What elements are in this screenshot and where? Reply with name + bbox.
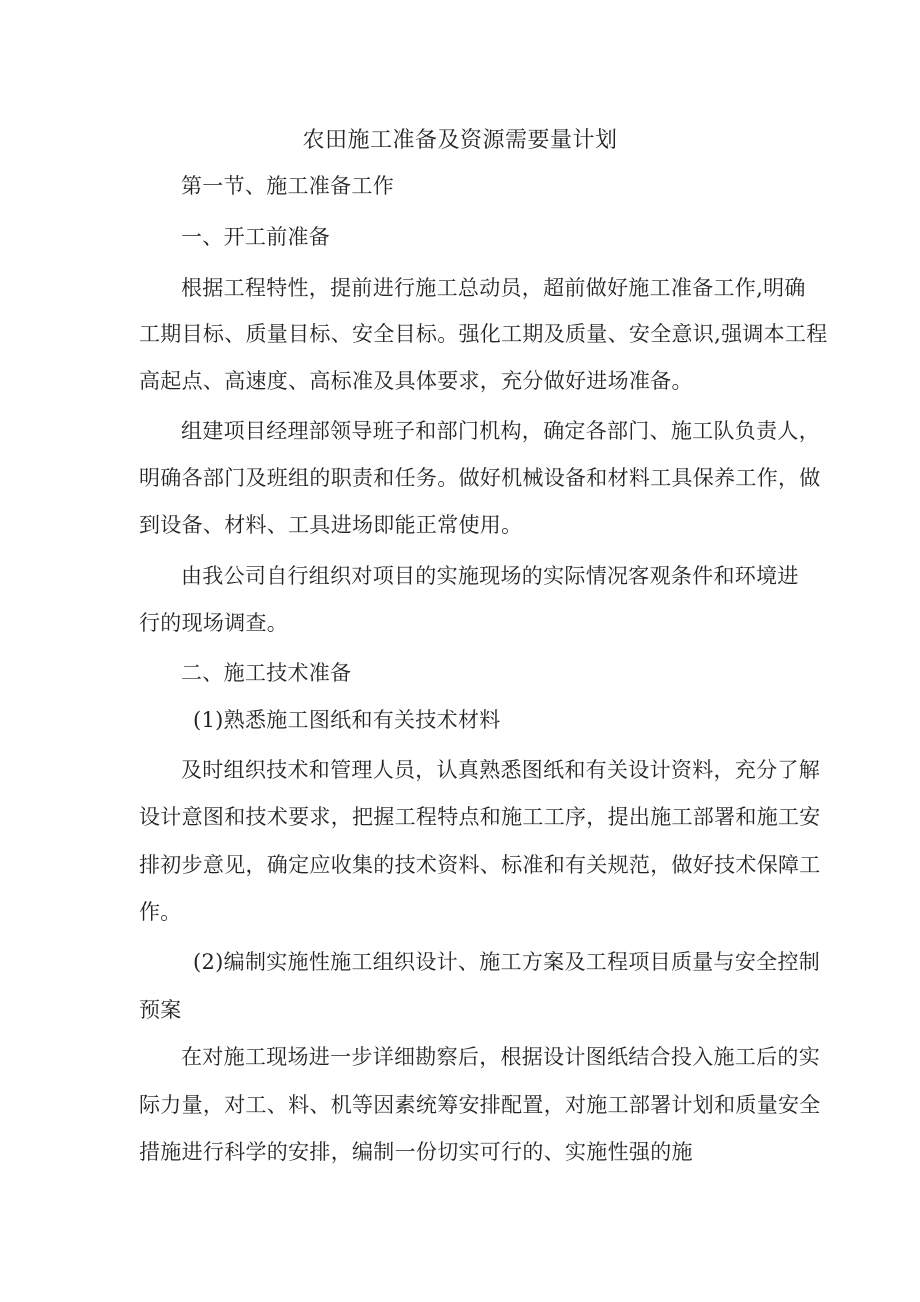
document-title: 农田施工准备及资源需要量计划 [302,128,618,153]
section-heading: 第一节、施工准备工作 [181,174,394,198]
paragraph-3-line-1: 由我公司自行组织对项目的实施现场的实际情况客观条件和环境进 [181,564,799,588]
paragraph-1-line-3: 高起点、高速度、高标准及具体要求，充分做好进场准备。 [139,369,693,393]
paragraph-2-line-2: 明确各部门及班组的职责和任务。做好机械设备和材料工具保养工作，做 [139,466,821,490]
paragraph-5-line-2: 际力量，对工、料、机等因素统筹安排配置，对施工部署计划和质量安全 [139,1093,821,1117]
paragraph-4-line-1: 及时组织技术和管理人员，认真熟悉图纸和有关设计资料，充分了解 [181,758,820,782]
paragraph-3-line-2: 行的现场调查。 [139,611,289,635]
heading-2: 二、施工技术准备 [181,661,352,685]
paragraph-2-line-3: 到设备、材料、工具进场即能正常使用。 [139,513,523,537]
heading-1: 一、开工前准备 [181,225,331,249]
paragraph-5-line-1: 在对施工现场进一步详细勘察后，根据设计图纸结合投入施工后的实 [181,1045,820,1069]
paragraph-2-line-1: 组建项目经理部领导班子和部门机构，确定各部门、施工队负责人， [181,419,820,443]
paragraph-1-line-1: 根据工程特性，提前进行施工总动员，超前做好施工准备工作,明确 [181,276,806,300]
sub-heading-2-line-2: 预案 [139,998,182,1022]
paragraph-1-line-2: 工期目标、质量目标、安全目标。强化工期及质量、安全意识,强调本工程 [139,322,828,346]
sub-heading-1: (1)熟悉施工图纸和有关技术材料 [193,708,501,732]
paragraph-5-line-3: 措施进行科学的安排，编制一份切实可行的、实施性强的施 [139,1140,693,1164]
paragraph-4-line-2: 设计意图和技术要求，把握工程特点和施工工序，提出施工部署和施工安 [139,805,821,829]
sub-heading-2-line-1: (2)编制实施性施工组织设计、施工方案及工程项目质量与安全控制 [193,950,821,974]
paragraph-4-line-3: 排初步意见，确定应收集的技术资料、标准和有关规范，做好技术保障工 [139,853,821,877]
paragraph-4-line-4: 作。 [139,900,182,924]
